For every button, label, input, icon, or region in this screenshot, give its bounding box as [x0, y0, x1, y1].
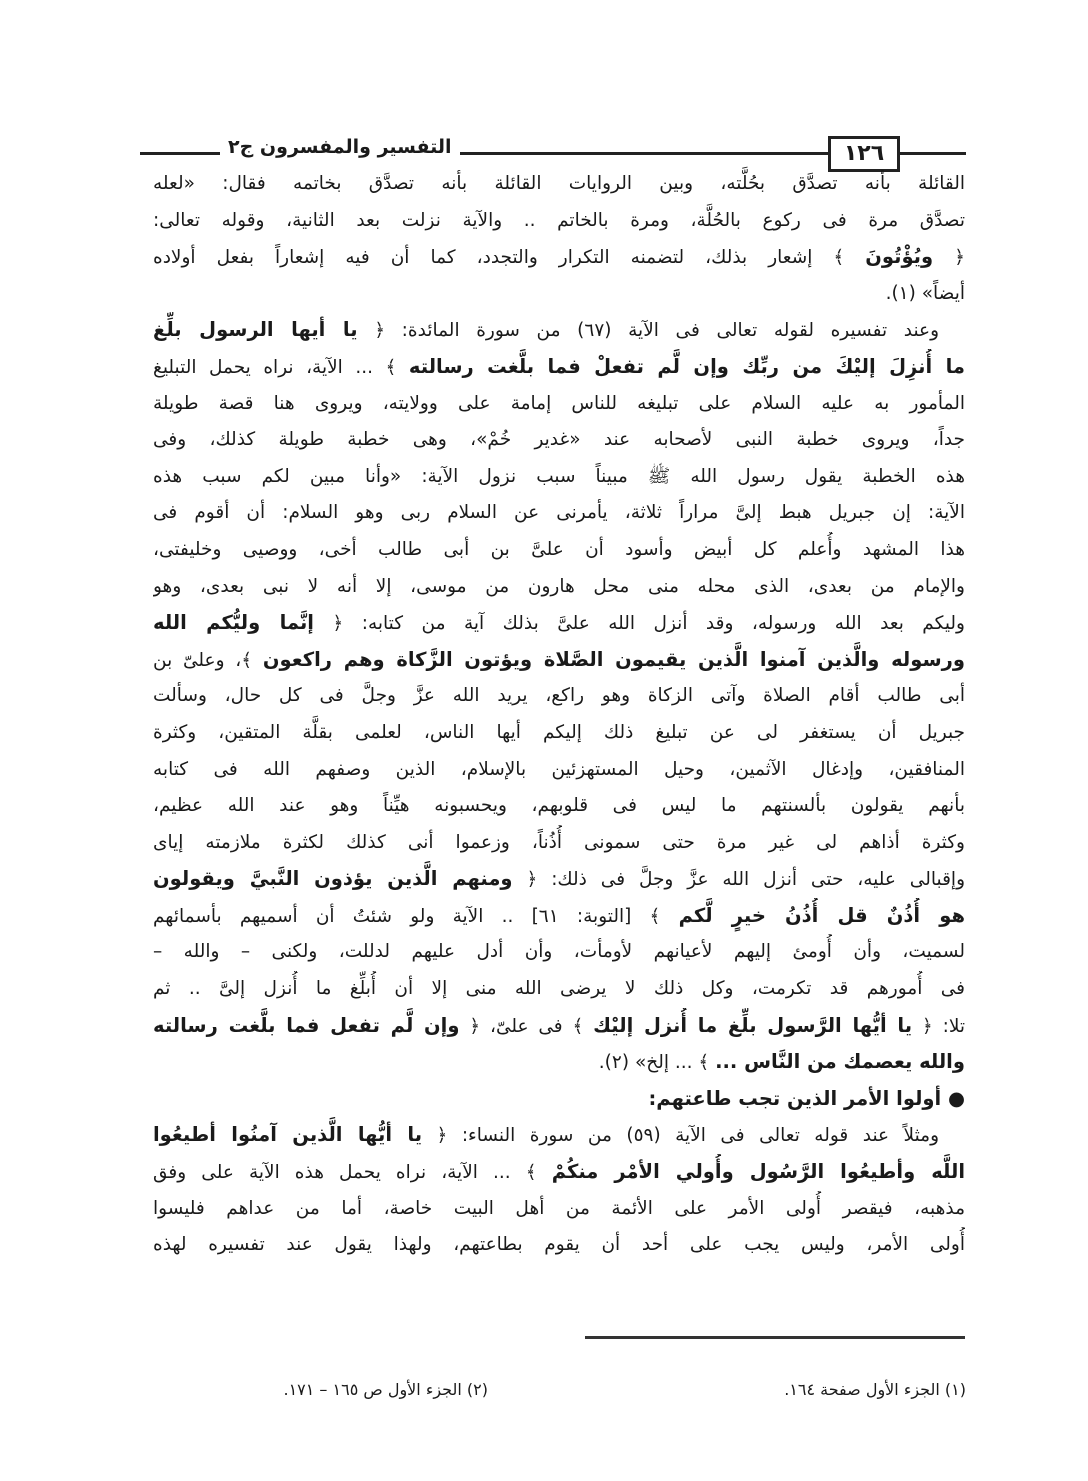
text-line	[153, 752, 965, 789]
text-line	[153, 605, 965, 642]
quran-verse-text: وإن لَّم تفعل فما بلَّغت رسالته	[153, 1013, 460, 1037]
text-line	[153, 1044, 965, 1081]
text-line	[153, 532, 965, 569]
footnote-1: (١) الجزء الأول صفحة ١٦٤.	[784, 1380, 966, 1399]
text-segment: ومثلاً عند قوله تعالى فى الآية (٥٩) من سورة النساء: ﴿	[422, 1125, 939, 1147]
text-segment: هذه الخطبة يقول رسول الله ﷺ مبيناً سبب نزول الآية: «وأنا مبين لكم سبب هذه	[153, 465, 965, 487]
text-line	[153, 422, 965, 459]
quran-verse-text: اللَّه وأطيعُوا الرَّسُول وأُولي الأمْر منكُمْ	[551, 1160, 965, 1184]
running-title: التفسير والمفسرون ج٢	[220, 136, 460, 158]
text-segment: وعند تفسيره لقوله تعالى فى الآية (٦٧) من سورة المائدة: ﴿	[357, 320, 940, 342]
text-line	[153, 678, 965, 715]
text-line	[153, 861, 965, 898]
text-segment: وليكم بعد الله ورسوله، وقد أنزل الله علىَّ بذلك آية من كتابه: ﴿	[313, 613, 965, 635]
text-segment: والإمام من بعدى، الذى محله منى محل هارون من موسى، إلا أنه لا نبى بعدى، وهو	[153, 575, 965, 597]
text-line	[153, 1008, 965, 1045]
text-line	[153, 239, 965, 276]
quran-verse-text: ومنهم الَّذين يؤذون النَّبيَّ ويقولون	[153, 867, 513, 891]
text-segment: لسميت، وأن أُومئ إليهم لأعيانهم لأومأت، وأن أدل عليهم لدللت، ولكنى – والله –	[153, 941, 965, 963]
quran-verse-text: ويُؤْتُونَ	[865, 245, 934, 269]
text-line	[153, 569, 965, 606]
text-segment: ﴾ [التوبة: ٦١] .. الآية ولو شئتُ أن أسميهم بأسمائهم	[153, 905, 679, 927]
text-line	[153, 459, 965, 496]
text-segment: ﴾ ... الآية، نراه يحمل التبليغ	[153, 356, 409, 378]
text-line	[153, 312, 965, 349]
text-segment: الآية: إن جبريل هبط إلىَّ مراراً ثلاثة، يأمرنى عن السلام ربى وهو السلام: أن أقوم فى	[153, 502, 965, 524]
text-segment: فى أُمورهم قد تكرمت، وكل ذلك لا يرضى الله منى إلا أن أُبلِّغ ما أُنزل إلىَّ .. ثم	[153, 978, 965, 1000]
quran-verse-text: إنَّما وليُّكم الله	[153, 611, 314, 635]
quran-verse-text: ● أولوا الأمر الذين تجب طاعتهم:	[648, 1086, 965, 1110]
text-line	[153, 825, 965, 862]
text-segment: وإقبالى عليه، حتى أنزل الله عزَّ وجلَّ فى ذلك: ﴿	[512, 869, 965, 891]
footnote-2: (٢) الجزء الأول ص ١٦٥ – ١٧١.	[283, 1380, 488, 1399]
text-segment: ﴾ إشعار بذلك، لتضمنه التكرار والتجدد، كما أن فيه إشعاراً بفعل أولاده	[153, 247, 866, 269]
quran-verse-text: يا أيُّها الَّذين آمنُوا أطيعُوا	[153, 1123, 423, 1147]
quran-verse-text: يا أيها الرسول بلِّغ	[153, 318, 358, 342]
text-line	[153, 898, 965, 935]
text-segment: وكثرة أذاهم لى غير مرة حتى سمونى أُذُناً، وزعموا أنى كذلك لكثرة ملازمته إياى	[153, 831, 965, 853]
text-segment: ﴾ ... إلخ» (٢).	[598, 1052, 716, 1074]
quran-verse-text: ما أُنزِلَ إليْكَ من ربِّك وإن لَّم تفعلْ فما بلَّغت رسالته	[408, 354, 965, 378]
text-segment: هذا المشهد وأُعلم كل أبيض وأسود أن علىَّ بن أبى طالب أخى، ووصيى وخليفتى،	[153, 538, 965, 560]
text-segment: جداً، ويروى خطبة النبى لأصحابه عند «غدير خُمْ»، وهى خطبة طويلة كذلك، وفى	[153, 429, 965, 451]
text-line	[153, 1191, 965, 1228]
text-line	[153, 715, 965, 752]
text-line	[153, 276, 965, 313]
text-segment: أيضاً» (١).	[885, 282, 965, 304]
text-segment: المأمور به عليه السلام على تبليغه للناس إمامة على وولايته، ويروى هنا قصة طويلة	[153, 392, 965, 414]
text-segment: القائلة بأنه تصدَّق بحُلَّته، وبين الروايات القائلة بأنه تصدَّق بخاتمه فقال: «لعله	[153, 173, 965, 194]
text-line	[153, 495, 965, 532]
text-segment: ﴾، وعلىّ بن	[153, 649, 263, 671]
text-line	[153, 788, 965, 825]
quran-verse-text: هو أُذُنٌ قل أُذُنُ خيرٍ لَّكم	[678, 903, 965, 927]
text-line	[153, 1117, 965, 1154]
text-segment: ﴾ ... الآية، نراه يحمل هذه الآية على وفق	[153, 1162, 552, 1184]
text-line	[153, 203, 965, 240]
text-segment: ﴿	[933, 247, 965, 269]
text-segment: تلا: ﴿	[912, 1015, 965, 1037]
text-line	[153, 642, 965, 679]
text-segment: بأنهم يقولون بألسنتهم ما ليس فى قلوبهم، ويحسبونه هيِّناً وهو عند الله عظيم،	[153, 795, 965, 817]
text-segment: أُولى الأمر، وليس يجب على أحد أن يقوم بطاعتهم، ولهذا يقول عند تفسيره لهذه	[153, 1234, 965, 1256]
text-segment: ﴾ فى علىّ، ﴿	[459, 1015, 594, 1037]
text-segment: تصدَّق مرة فى ركوع بالحُلَّة، ومرة بالخاتم .. والآية نزلت بعد الثانية، وقوله تعالى:	[153, 209, 965, 231]
text-line	[153, 349, 965, 386]
text-line	[153, 934, 965, 971]
text-segment: المنافقين، وإدغال الآثمين، وحيل المستهزئين بالإسلام، الذين وصفهم الله فى كتابه	[153, 758, 965, 780]
quran-verse-text: والله يعصمك من النَّاس ...	[715, 1050, 965, 1074]
text-line	[153, 166, 965, 203]
text-segment: مذهبه، فيقصر أُولى الأمر على الأئمة من أهل البيت خاصة، أما من عداهم فليسوا	[153, 1197, 965, 1219]
quran-verse-text: يا أيُّها الرَّسول بلِّغ ما أُنزل إليْك	[593, 1013, 913, 1037]
page-number: ١٢٦	[828, 136, 900, 172]
text-line	[153, 971, 965, 1008]
text-line	[153, 1154, 965, 1191]
text-line	[153, 1227, 965, 1264]
page-body	[153, 166, 965, 1264]
footnote-rule	[585, 1336, 965, 1339]
text-segment: أبى طالب أقام الصلاة وآتى الزكاة وهو راكع، يريد الله عزَّ وجلَّ فى كل حال، وسألت	[153, 685, 965, 707]
text-segment: جبريل أن يستغفر لى عن تبليغ ذلك إليكم أيها الناس، لعلمى بقلَّة المتقين، وكثرة	[153, 721, 965, 743]
section-heading	[153, 1081, 965, 1118]
text-line	[153, 386, 965, 423]
quran-verse-text: ورسوله والَّذين آمنوا الَّذين يقيمون الصَّلاة ويؤتون الزَّكاة وهم راكعون	[262, 647, 965, 671]
